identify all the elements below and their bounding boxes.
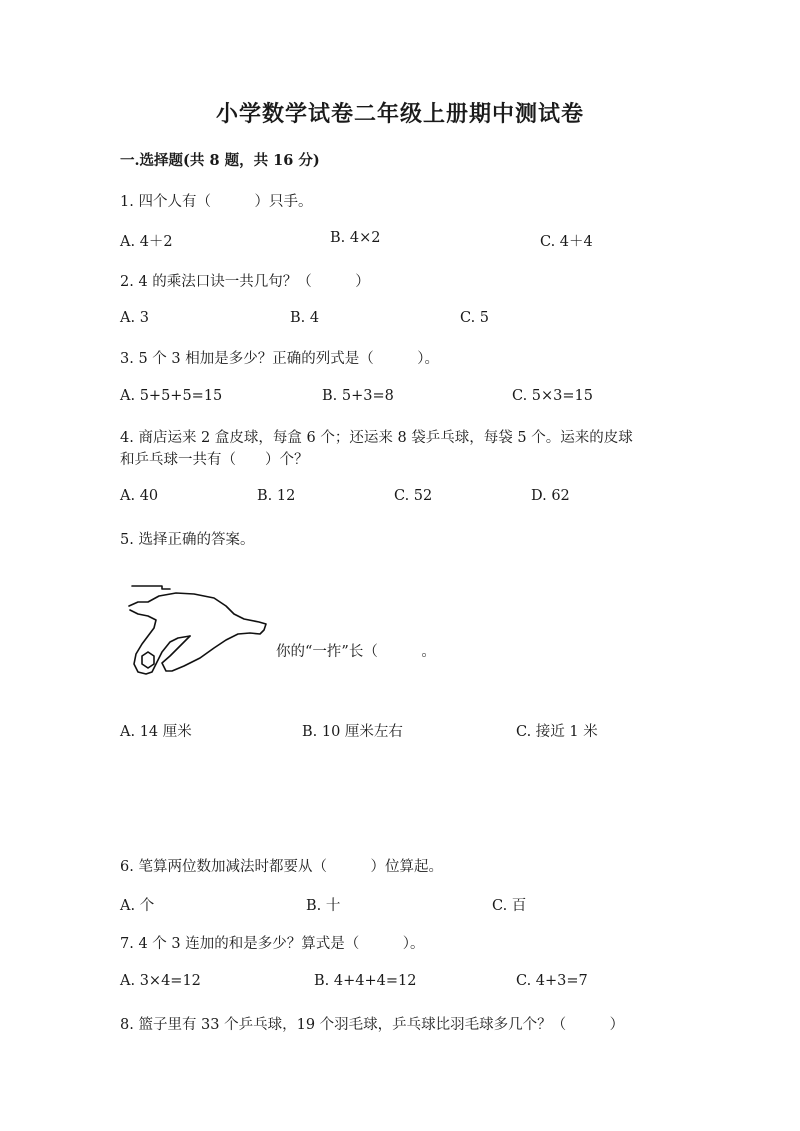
q3-option-a: A. 5+5+5=15: [120, 388, 223, 404]
q5-option-b: B. 10 厘米左右: [302, 724, 403, 740]
q1-option-b: B. 4×2: [330, 230, 381, 246]
question-1: 1. 四个人有（ ）只手。: [120, 194, 313, 210]
question-6: 6. 笔算两位数加减法时都要从（ ）位算起。: [120, 859, 443, 875]
question-2: 2. 4 的乘法口诀一共几句？（ ）: [120, 274, 370, 290]
question-3: 3. 5 个 3 相加是多少？正确的列式是（ ）。: [120, 351, 439, 367]
question-8: 8. 篮子里有 33 个乒乓球，19 个羽毛球，乒乓球比羽毛球多几个？（ ）: [120, 1017, 625, 1033]
q2-option-a: A. 3: [120, 310, 149, 326]
q4-option-d: D. 62: [531, 488, 570, 504]
q4-option-c: C. 52: [394, 488, 433, 504]
q6-option-b: B. 十: [306, 898, 341, 914]
page-title: 小学数学试卷二年级上册期中测试卷: [215, 101, 584, 127]
q7-option-a: A. 3×4=12: [120, 973, 201, 989]
q1-option-c: C. 4＋4: [540, 234, 593, 250]
q6-option-c: C. 百: [492, 898, 527, 914]
q4-option-b: B. 12: [257, 488, 296, 504]
q5-option-a: A. 14 厘米: [120, 724, 192, 740]
q2-option-c: C. 5: [460, 310, 490, 326]
q7-option-b: B. 4+4+4=12: [314, 973, 417, 989]
question-4-line-1: 4. 商店运来 2 盒皮球，每盒 6 个；还运来 8 袋乒乓球，每袋 5 个。运来的皮球: [120, 430, 633, 446]
section-heading: 一.选择题(共 8 题，共 16 分): [120, 152, 320, 169]
q6-option-a: A. 个: [120, 898, 155, 914]
hand-span-caption: 你的“一拃”长（ 。: [276, 644, 436, 660]
q7-option-c: C. 4+3=7: [516, 973, 588, 989]
hand-span-image: [126, 578, 274, 684]
q2-option-b: B. 4: [290, 310, 320, 326]
q4-option-a: A. 40: [120, 488, 159, 504]
question-7: 7. 4 个 3 连加的和是多少？算式是（ ）。: [120, 936, 425, 952]
question-5: 5. 选择正确的答案。: [120, 532, 255, 548]
q3-option-c: C. 5×3=15: [512, 388, 593, 404]
q5-option-c: C. 接近 1 米: [516, 724, 598, 740]
q3-option-b: B. 5+3=8: [322, 388, 394, 404]
question-4-line-2: 和乒乓球一共有（ ）个？: [120, 452, 309, 468]
q1-option-a: A. 4＋2: [120, 234, 173, 250]
